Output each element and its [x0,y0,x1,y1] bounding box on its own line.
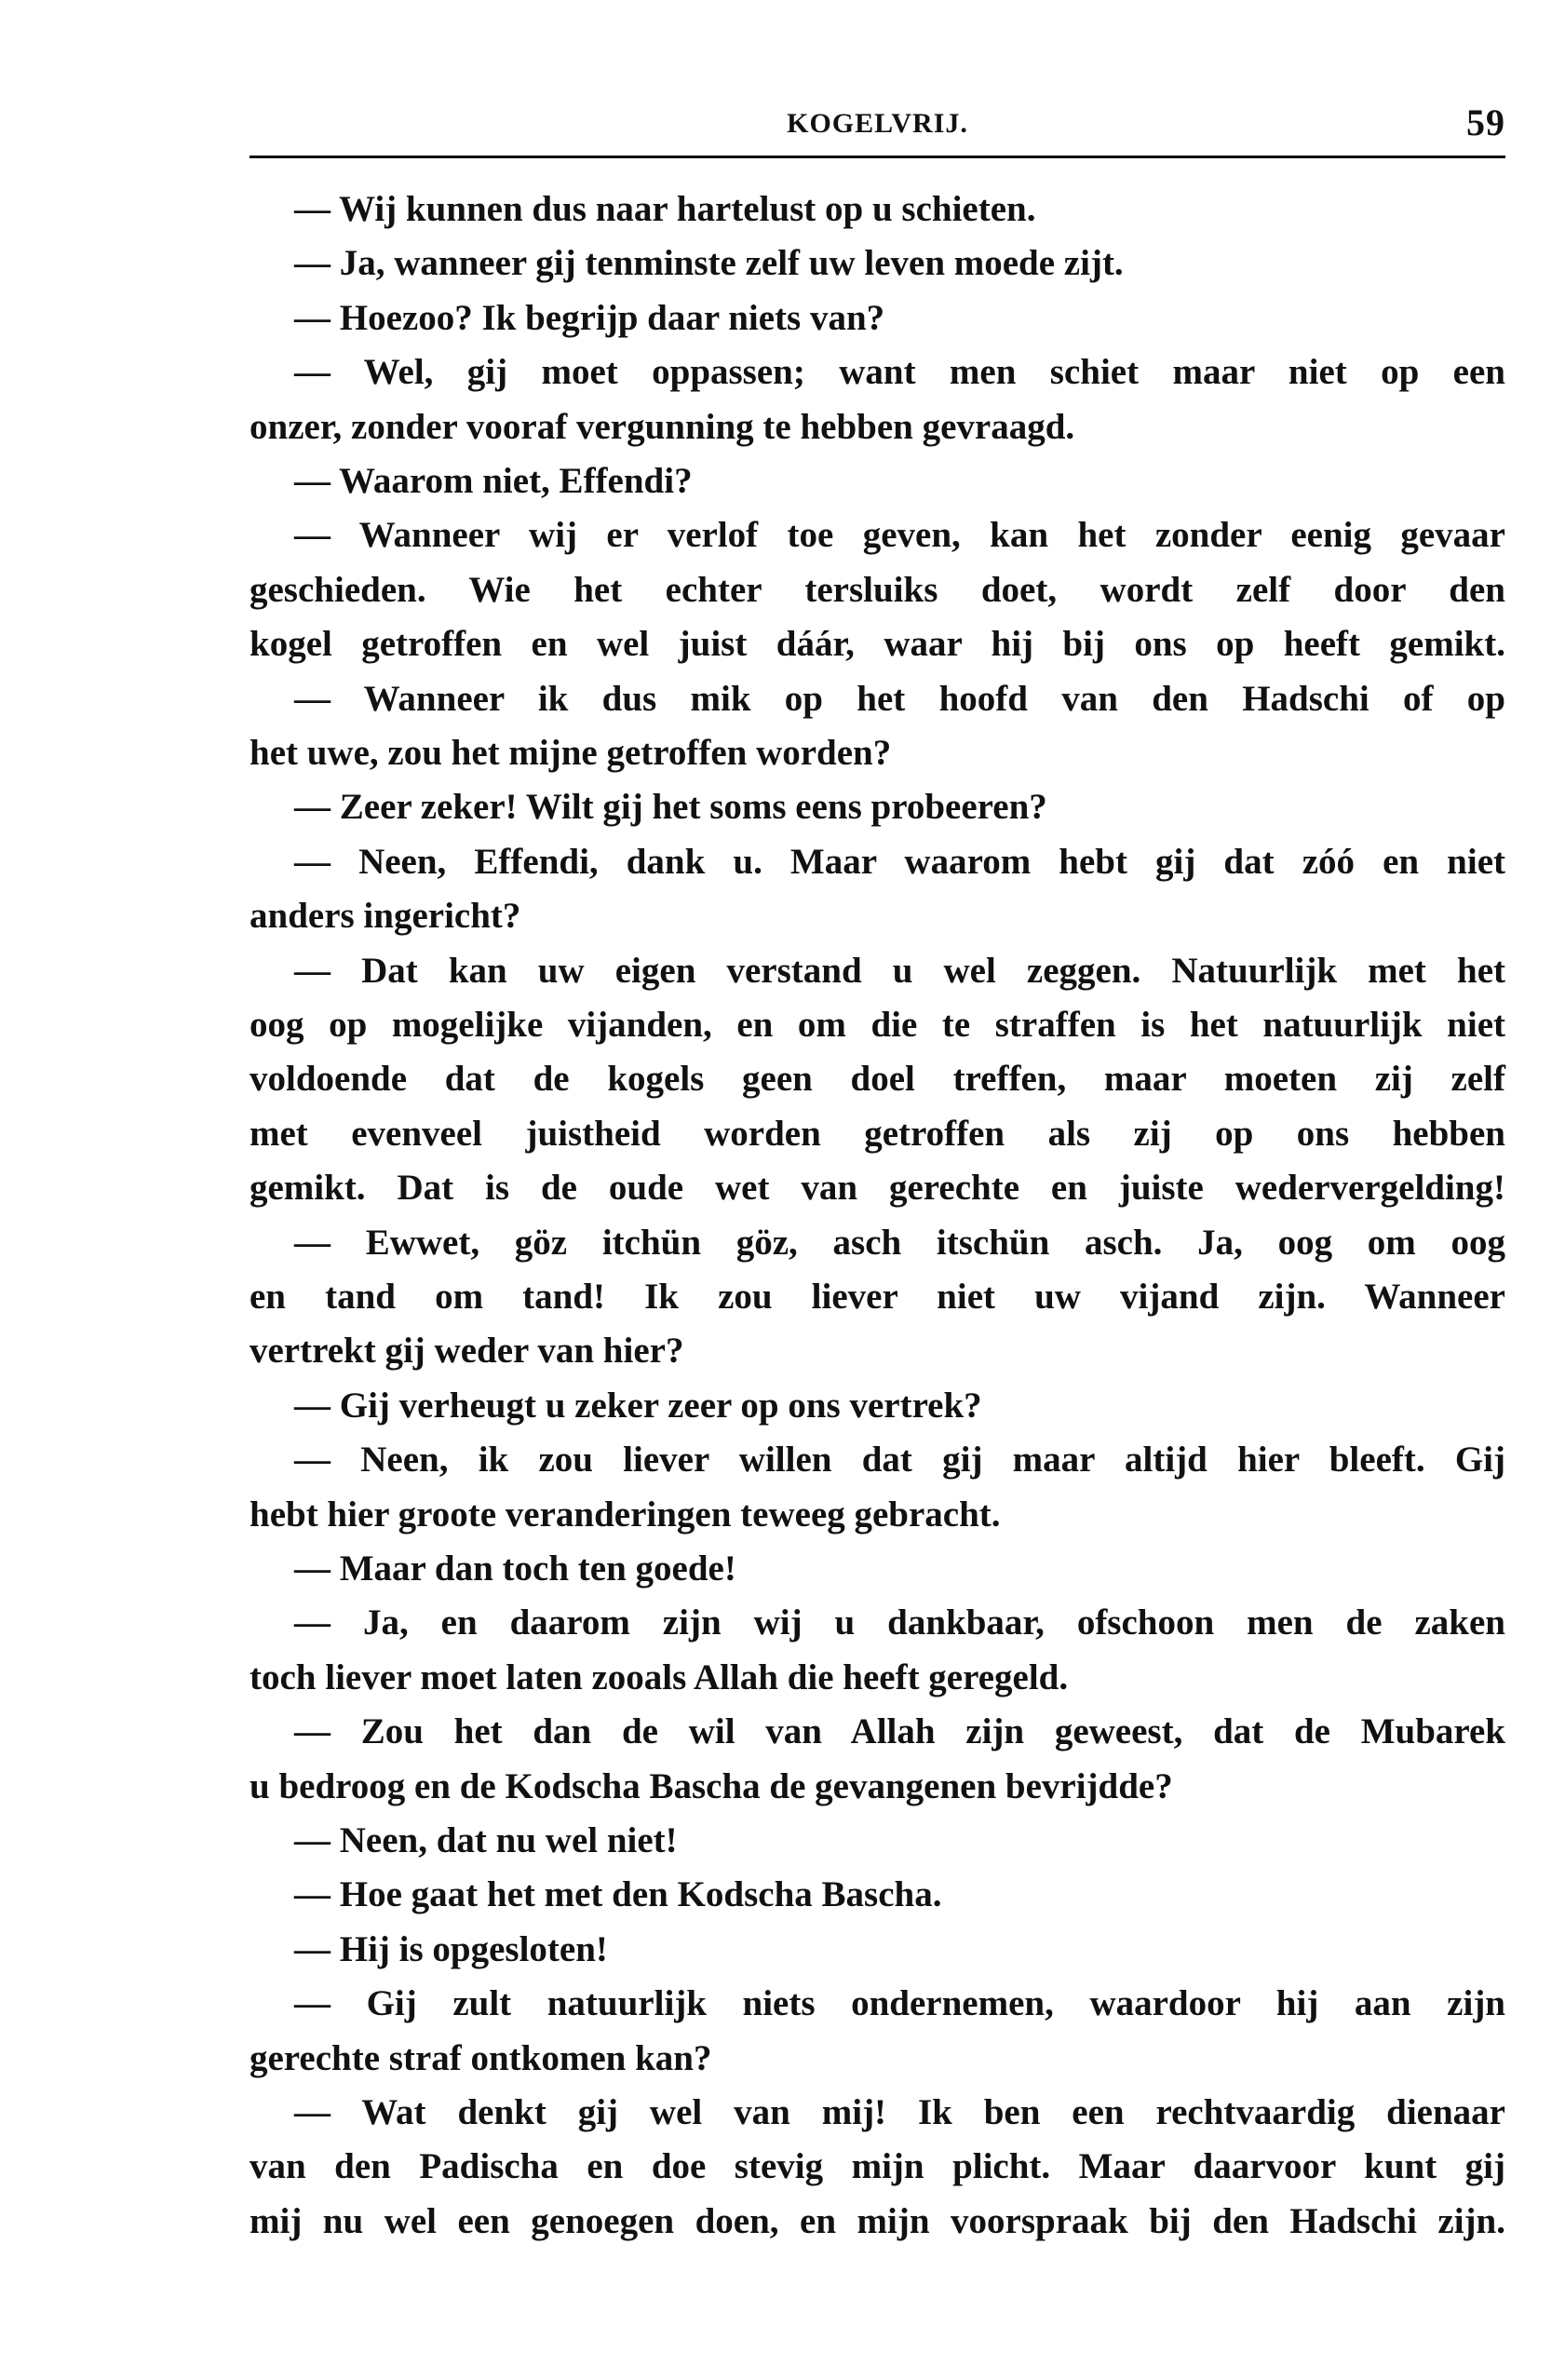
text-line: — Dat kan uw eigen verstand u wel zeggen. Natuurlijk met het [294,950,1505,991]
text-line: het uwe, zou het mijne getroffen worden? [250,733,892,773]
text-line: en tand om tand! Ik zou liever niet uw vijand zijn. Wanneer [250,1277,1505,1317]
text-line: kogel getroffen en wel juist dáár, waar hij bij ons op heeft gemikt. [250,624,1505,665]
text-line: — Ja, wanneer gij tenminste zelf uw leven moede zijt. [294,243,1124,284]
text-line: mij nu wel een genoegen doen, en mijn voorspraak bij den Hadschi zijn. [250,2200,1505,2241]
text-line: — Wanneer wij er verlof toe geven, kan het zonder eenig gevaar [294,515,1505,556]
text-line: — Zeer zeker! Wilt gij het soms eens probeeren? [294,787,1047,828]
text-line: met evenveel juistheid worden getroffen als zij op ons hebben [250,1113,1505,1154]
header-rule [250,156,1505,158]
text-line: — Gij zult natuurlijk niets ondernemen, waardoor hij aan zijn [294,1983,1505,2024]
text-line: — Waarom niet, Effendi? [294,461,693,501]
text-line: — Wanneer ik dus mik op het hoofd van den Hadschi of op [294,678,1505,719]
text-line: — Ewwet, göz itchün göz, asch itschün asch. Ja, oog om oog [294,1222,1505,1263]
text-line: — Ja, en daarom zijn wij u dankbaar, ofschoon men de zaken [294,1602,1505,1643]
text-line: toch liever moet laten zooals Allah die heeft geregeld. [250,1657,1069,1697]
text-line: — Hij is opgesloten! [294,1928,608,1969]
text-line: — Wat denkt gij wel van mij! Ik ben een rechtvaardig dienaar [294,2092,1505,2132]
text-line: — Maar dan toch ten goede! [294,1548,736,1589]
text-line: hebt hier groote veranderingen teweeg gebracht. [250,1494,1001,1535]
text-line: — Neen, Effendi, dank u. Maar waarom hebt gij dat zóó en niet [294,841,1505,882]
text-line: — Zou het dan de wil van Allah zijn geweest, dat de Mubarek [294,1711,1505,1752]
text-line: — Hoezoo? Ik begrijp daar niets van? [294,297,885,338]
running-header [250,101,1505,147]
text-line: voldoende dat de kogels geen doel treffen, maar moeten zij zelf [250,1059,1505,1100]
text-line: geschieden. Wie het echter tersluiks doet, wordt zelf door den [250,569,1505,610]
text-line: — Hoe gaat het met den Kodscha Bascha. [294,1874,942,1915]
text-line: — Neen, ik zou liever willen dat gij maar altijd hier bleeft. Gij [294,1440,1505,1481]
text-line: anders ingericht? [250,896,521,937]
text-line: u bedroog en de Kodscha Bascha de gevangenen bevrijdde? [250,1765,1173,1806]
text-line: — Gij verheugt u zeker zeer op ons vertrek? [294,1385,982,1426]
text-line: vertrekt gij weder van hier? [250,1331,684,1372]
text-line: oog op mogelijke vijanden, en om die te straffen is het natuurlijk niet [250,1005,1505,1045]
running-title: KOGELVRIJ. [787,108,968,139]
text-line: — Neen, dat nu wel niet! [294,1820,678,1860]
text-line: gerechte straf ontkomen kan? [250,2037,712,2078]
text-line: van den Padischa en doe stevig mijn plicht. Maar daarvoor kunt gij [250,2146,1505,2187]
text-line: — Wij kunnen dus naar hartelust op u schieten. [294,189,1036,229]
text-line: gemikt. Dat is de oude wet van gerechte en juiste wedervergelding! [250,1168,1505,1209]
page-number: 59 [1466,101,1505,143]
text-line: onzer, zonder vooraf vergunning te hebben gevraagd. [250,406,1075,447]
text-line: — Wel, gij moet oppassen; want men schiet maar niet op een [294,352,1505,393]
